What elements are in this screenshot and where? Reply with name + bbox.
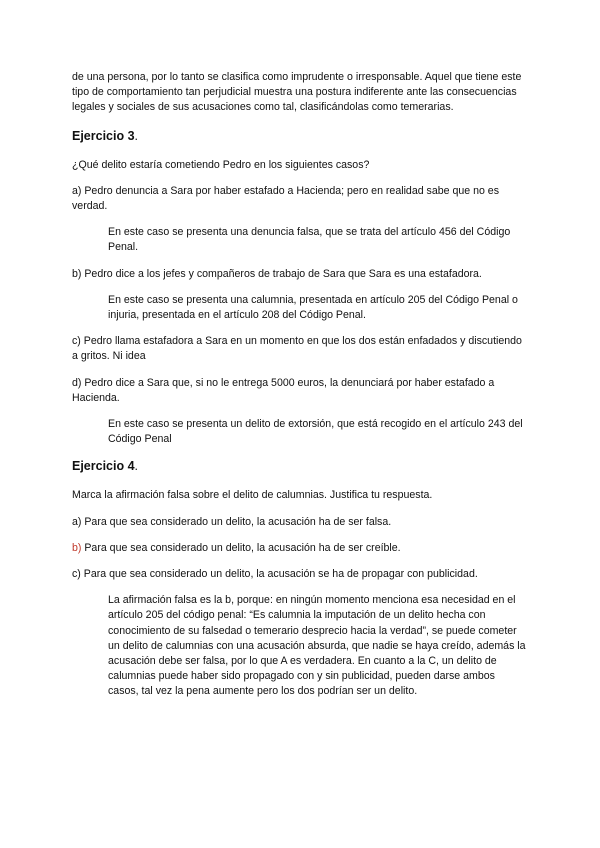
option-b-text: Para que sea considerado un delito, la acusación ha de ser creíble. [81, 541, 401, 554]
intro-paragraph: de una persona, por lo tanto se clasifica como imprudente o irresponsable. Aquel que tiene este tipo de comportamiento tan perjudicial muestra una postura indiferente ante las consecuencias legales y sociales de sus acusaciones como tal, clasificándolas como temerarias. [72, 71, 522, 114]
exercise-3-title-text: Ejercicio 3 [72, 128, 135, 143]
case-a-answer: En este caso se presenta una denuncia falsa, que se trata del artículo 456 del Código Penal. [108, 226, 511, 254]
exercise-4-title [72, 458, 528, 474]
case-a-question: a) Pedro denuncia a Sara por haber estafado a Hacienda; pero en realidad sabe que no es verdad. [72, 184, 499, 213]
exercise-3-title [72, 128, 528, 144]
document-page [72, 70, 528, 711]
case-c-question: c) Pedro llama estafadora a Sara en un momento en que los dos están enfadados y discutiendo a gritos. Ni idea [72, 335, 522, 363]
case-b-answer: En este caso se presenta una calumnia, presentada en artículo 205 del Código Penal o injuria, presentada en el artículo 208 del Código Penal. [108, 293, 518, 322]
exercise-4-title-text: Ejercicio 4 [72, 459, 135, 474]
exercise-4-answer: La afirmación falsa es la b, porque: en ningún momento menciona esa necesidad en el artículo 205 del código penal: “Es calumnia la imputación de un delito hecha con conocimiento de su falsedad o temerario desprecio hacia la verdad”, se puede cometer un delito de calumnias con una acusación absurda, que nadie se haya creído, además la acusación debe ser falsa, por lo que A es verdadera. En cuanto a la C, un delito de calumnias puede haber sido propagado con y sin publicidad, pueden darse ambos casos, tal vez la pena aumente pero los dos podrían ser un delito. [108, 594, 526, 698]
option-b [72, 541, 528, 556]
option-c: c) Para que sea considerado un delito, la acusación se ha de propagar con publicidad. [72, 568, 478, 581]
exercise-3-question: ¿Qué delito estaría cometiendo Pedro en los siguientes casos? [72, 158, 370, 171]
option-a: a) Para que sea considerado un delito, la acusación ha de ser falsa. [72, 515, 392, 528]
exercise-4-title-dot: . [134, 459, 139, 474]
exercise-4-question: Marca la afirmación falsa sobre el delito de calumnias. Justifica tu respuesta. [72, 489, 433, 502]
case-d-answer: En este caso se presenta un delito de extorsión, que está recogido en el artículo 243 del Código Penal [108, 418, 523, 446]
case-b-question: b) Pedro dice a los jefes y compañeros de trabajo de Sara que Sara es una estafadora. [72, 267, 482, 280]
exercise-3-title-dot: . [134, 128, 139, 143]
case-d-question: d) Pedro dice a Sara que, si no le entrega 5000 euros, la denunciará por haber estafado a Hacienda. [72, 376, 495, 404]
option-b-marker: b) [72, 541, 82, 554]
